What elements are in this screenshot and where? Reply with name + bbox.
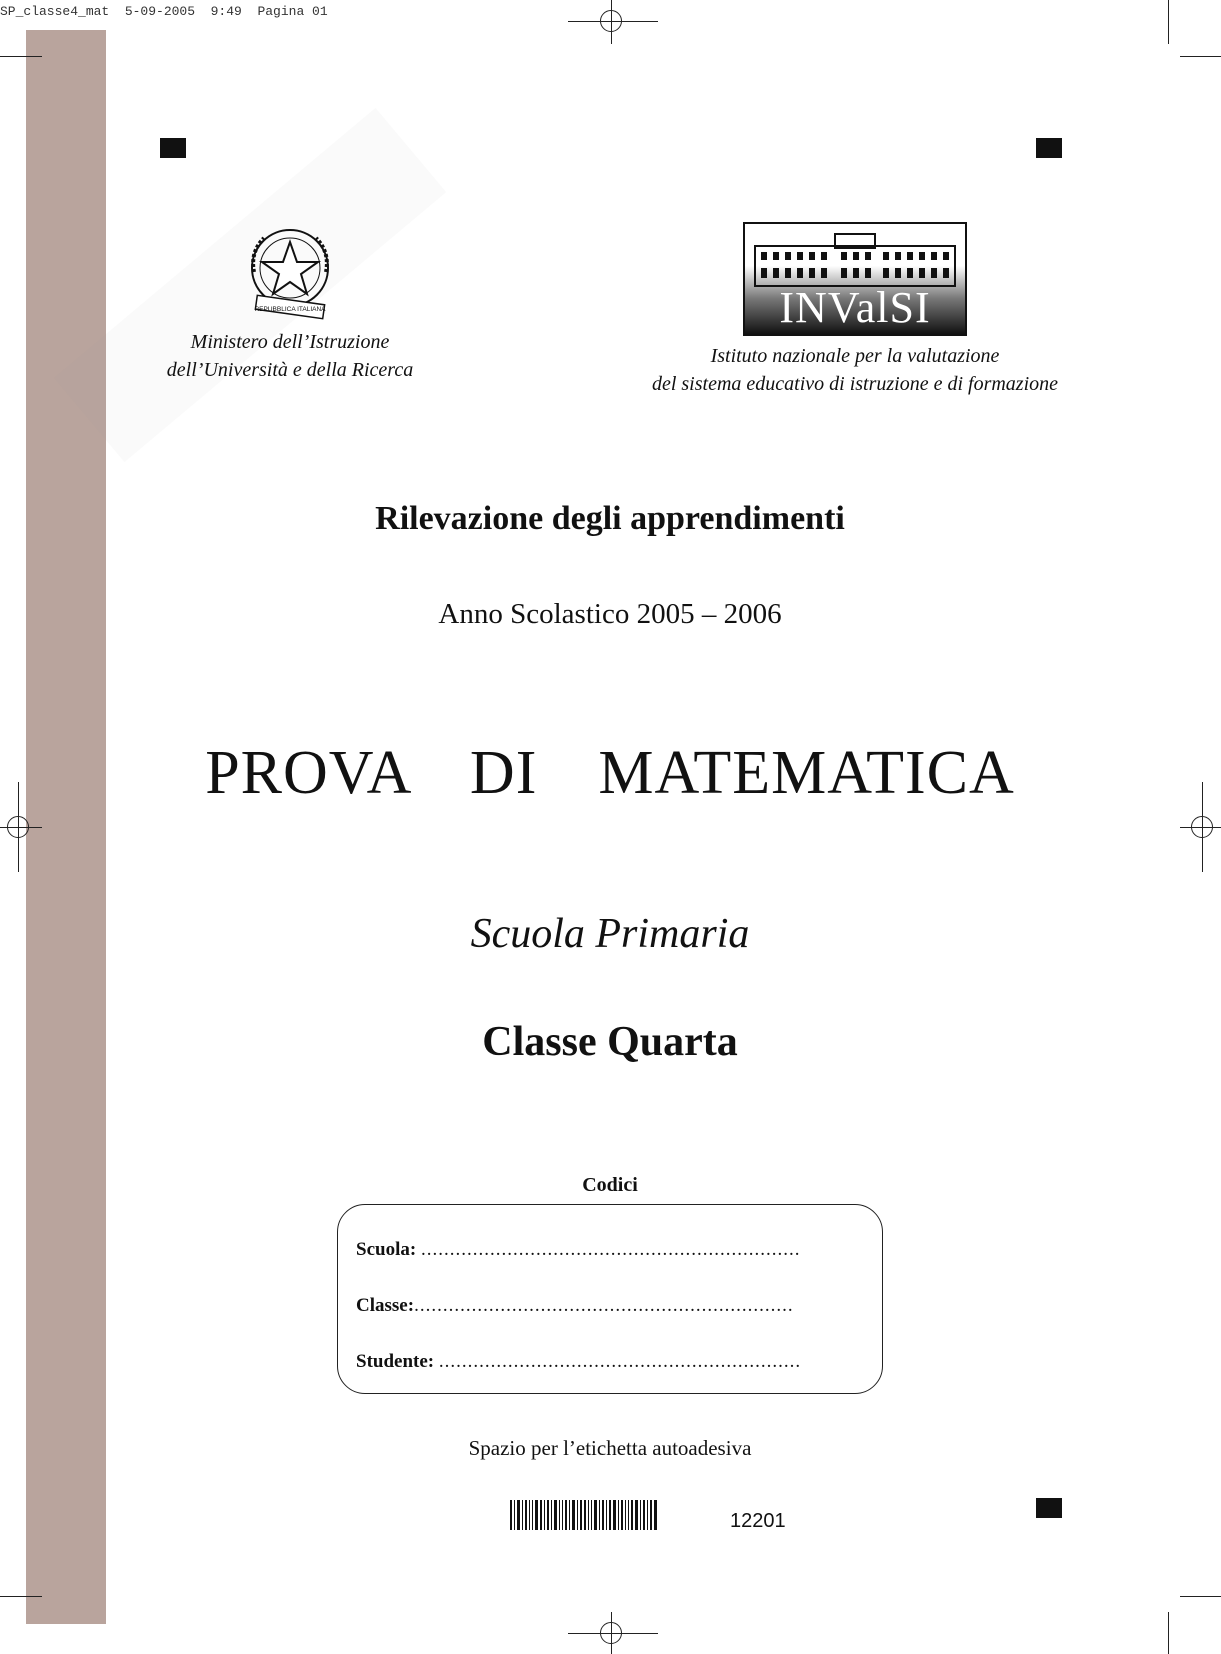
student-code-row xyxy=(356,1351,801,1373)
school-level: Scuola Primaria xyxy=(470,911,750,957)
test-title: PROVA DI MATEMATICA xyxy=(205,739,1015,807)
school-code-field[interactable]: .................................................................. xyxy=(420,1239,801,1260)
school-year: Anno Scolastico 2005 – 2006 xyxy=(438,598,782,630)
class-code-field[interactable]: .................................................................. xyxy=(414,1295,794,1316)
barcode xyxy=(510,1500,659,1530)
crop-mark xyxy=(1168,1612,1169,1654)
class-code-row xyxy=(356,1295,794,1317)
invalsi-wordmark: INValSI xyxy=(779,283,931,332)
building-facade-icon xyxy=(751,228,959,288)
codes-box xyxy=(337,1204,883,1394)
print-slug: SP_classe4_mat 5-09-2005 9:49 Pagina 01 xyxy=(0,4,328,19)
registration-circle-icon xyxy=(1191,816,1213,838)
registration-circle-icon xyxy=(600,10,622,32)
sticker-label-space: Spazio per l’etichetta autoadesiva xyxy=(468,1436,752,1460)
registration-circle-icon xyxy=(600,1622,622,1644)
invalsi-block xyxy=(620,222,1090,398)
invalsi-logo xyxy=(743,222,967,336)
invalsi-name-line1: Istituto nazionale per la valutazione xyxy=(710,345,1000,367)
class-code-label: Classe: xyxy=(356,1295,415,1316)
ministry-name-line2: dell’Università e della Ricerca xyxy=(166,359,414,381)
corner-mark xyxy=(1036,138,1062,158)
crop-mark xyxy=(1180,1596,1221,1597)
invalsi-name-line2: del sistema educativo di istruzione e di formazione xyxy=(651,373,1059,395)
school-code-label: Scuola: xyxy=(356,1239,417,1260)
emblem-ribbon-text: REPUBBLICA ITALIANA xyxy=(254,306,326,313)
student-code-field[interactable]: ............................................................... xyxy=(438,1351,802,1372)
crop-mark xyxy=(1180,56,1221,57)
registration-circle-icon xyxy=(7,816,29,838)
crop-mark xyxy=(1168,0,1169,44)
crop-mark xyxy=(0,56,42,57)
ministry-block xyxy=(140,222,440,384)
ministry-name-line1: Ministero dell’Istruzione xyxy=(190,331,390,353)
student-code-label: Studente: xyxy=(356,1351,435,1372)
barcode-number: 12201 xyxy=(730,1510,786,1532)
class-name: Classe Quarta xyxy=(482,1019,738,1065)
school-code-row xyxy=(356,1239,800,1261)
codes-heading: Codici xyxy=(582,1174,638,1196)
crop-mark xyxy=(0,1596,42,1597)
corner-mark xyxy=(160,138,186,158)
italian-republic-emblem-icon xyxy=(240,222,340,322)
survey-title: Rilevazione degli apprendimenti xyxy=(375,500,845,537)
corner-mark xyxy=(1036,1498,1062,1518)
